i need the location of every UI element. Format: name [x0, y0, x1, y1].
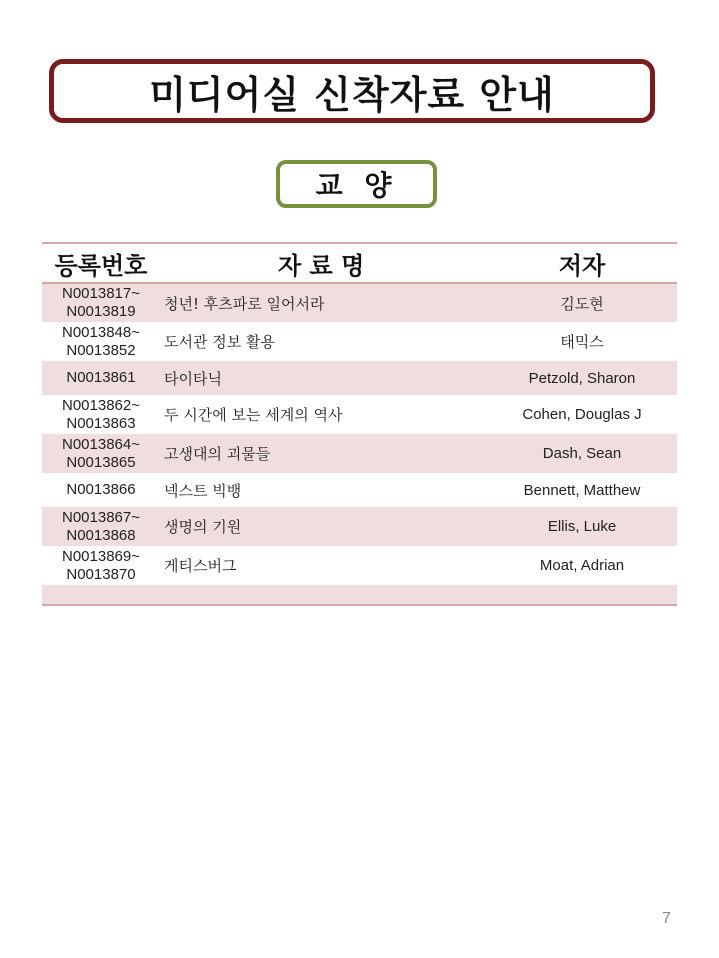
- empty-cell: [487, 585, 677, 605]
- author-cell: Petzold, Sharon: [528, 369, 636, 387]
- reg-no-start: N0013817~: [62, 285, 140, 302]
- author-cell: 김도현: [560, 295, 604, 313]
- title-cell: 게티스버그: [164, 557, 237, 575]
- reg-no-start: N0013861: [66, 369, 136, 386]
- empty-cell: [160, 585, 487, 605]
- title-cell: 넥스트 빅뱅: [164, 481, 242, 500]
- column-header-reg-no: 등록번호: [42, 243, 160, 283]
- title-cell: 타이타닉: [164, 369, 222, 388]
- title-cell: 고생대의 괴물들: [164, 445, 271, 463]
- title-cell: 생명의 기원: [164, 518, 242, 536]
- new-materials-table: [42, 242, 677, 606]
- reg-no-start: N0013867~: [62, 508, 140, 526]
- table-row: [42, 507, 677, 546]
- reg-no-start: N0013864~: [62, 435, 140, 453]
- table-row: [42, 322, 677, 361]
- author-cell: Cohen, Douglas J: [522, 406, 642, 423]
- title-cell: 도서관 정보 활용: [164, 333, 275, 351]
- category-box: [276, 160, 437, 208]
- table-row: [42, 361, 677, 395]
- column-header-author: 저자: [487, 243, 677, 283]
- reg-no-start: N0013866: [66, 481, 136, 498]
- reg-no-end: N0013868: [66, 526, 136, 544]
- table-header-row: [42, 243, 677, 283]
- author-cell: Dash, Sean: [542, 445, 622, 462]
- reg-no-end: N0013865: [66, 453, 136, 471]
- page-number: 7: [662, 910, 671, 927]
- title-box: [49, 59, 655, 123]
- page-title: 미디어실 신착자료 안내: [149, 72, 555, 117]
- reg-no-start: N0013848~: [62, 323, 140, 341]
- author-cell: Bennett, Matthew: [523, 481, 641, 499]
- author-cell: 태믹스: [560, 334, 604, 351]
- reg-no-start: N0013869~: [62, 547, 140, 565]
- table-row: [42, 395, 677, 434]
- title-cell: 두 시간에 보는 세계의 역사: [164, 406, 343, 424]
- empty-cell: [42, 585, 160, 605]
- table-row: [42, 546, 677, 585]
- table-row: [42, 434, 677, 473]
- reg-no-cell: [42, 283, 160, 322]
- empty-table-row: [42, 585, 677, 605]
- table-row: [42, 283, 677, 322]
- author-cell: Ellis, Luke: [547, 518, 617, 535]
- reg-no-cell: [42, 395, 160, 434]
- reg-no-cell: [42, 546, 160, 585]
- reg-no-end: N0013819: [66, 303, 136, 320]
- column-header-title: 자 료 명: [160, 243, 487, 283]
- reg-no-cell: [42, 507, 160, 546]
- reg-no-end: N0013870: [66, 565, 136, 583]
- author-cell: Moat, Adrian: [539, 557, 625, 574]
- reg-no-start: N0013862~: [62, 396, 140, 414]
- reg-no-cell: [42, 473, 160, 507]
- reg-no-end: N0013852: [66, 341, 136, 359]
- reg-no-cell: [42, 434, 160, 473]
- title-cell: 청년! 후츠파로 일어서라: [164, 294, 325, 313]
- reg-no-cell: [42, 361, 160, 395]
- reg-no-cell: [42, 322, 160, 361]
- reg-no-end: N0013863: [66, 414, 136, 432]
- table-row: [42, 473, 677, 507]
- category-label: 교 양: [315, 169, 398, 202]
